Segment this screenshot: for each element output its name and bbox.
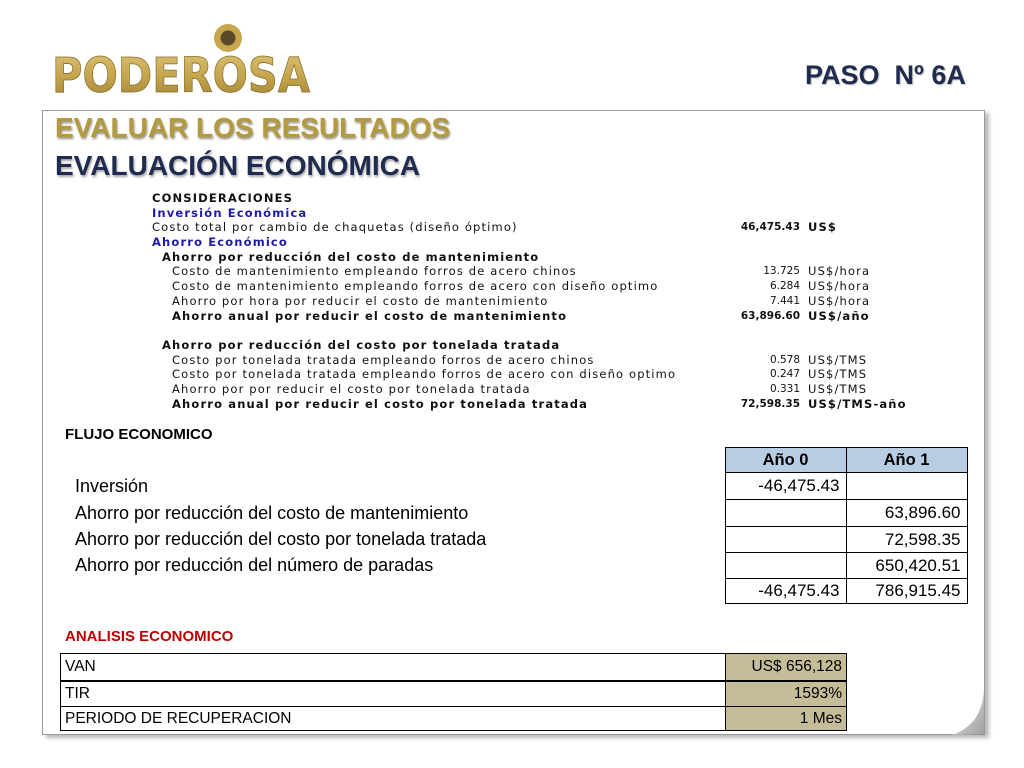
column-header-year-1: Año 1 bbox=[846, 448, 967, 473]
savings-group-title-row bbox=[152, 250, 893, 265]
total-year-1: 786,915.45 bbox=[846, 579, 967, 604]
consideration-row bbox=[152, 220, 893, 235]
investment-section-label: Inversión Económica bbox=[152, 205, 308, 220]
blank-row bbox=[152, 323, 893, 338]
consideration-row bbox=[152, 382, 893, 397]
row-label: Inversión bbox=[75, 475, 149, 496]
consideration-unit: US$/TMS bbox=[808, 352, 868, 367]
header-spacer bbox=[68, 448, 725, 473]
logo-wordmark: PODEROSA bbox=[52, 48, 310, 104]
cell-year-0 bbox=[725, 500, 846, 527]
cell-year-1: 650,420.51 bbox=[846, 553, 967, 579]
consideration-unit: US$/hora bbox=[808, 279, 871, 294]
consideration-value: 7.441 bbox=[769, 294, 800, 307]
considerations-heading-row bbox=[152, 191, 893, 206]
investment-section-row bbox=[152, 206, 893, 221]
cash-flow-title: FLUJO ECONOMICO bbox=[65, 426, 213, 443]
consideration-total-label: Ahorro anual por reducir el costo por tonelada tratada bbox=[172, 396, 589, 411]
cell-year-1: 63,896.60 bbox=[846, 500, 967, 527]
consideration-unit: US$/TMS bbox=[808, 367, 868, 382]
analysis-label: TIR bbox=[61, 681, 726, 707]
poderosa-logo bbox=[50, 22, 316, 104]
total-year-0: -46,475.43 bbox=[725, 579, 846, 604]
cell-year-0 bbox=[725, 527, 846, 553]
consideration-value: 46,475.43 bbox=[740, 221, 800, 234]
analysis-label: PERIODO DE RECUPERACION bbox=[61, 707, 726, 731]
consideration-total-unit: US$/TMS-año bbox=[808, 396, 907, 411]
analysis-value: 1593% bbox=[726, 681, 847, 707]
consideration-value: 0.578 bbox=[769, 353, 800, 366]
considerations-heading: CONSIDERACIONES bbox=[152, 191, 294, 205]
consideration-row bbox=[152, 279, 893, 294]
slide-subtitle: EVALUACIÓN ECONÓMICA bbox=[55, 150, 421, 181]
column-header-year-0: Año 0 bbox=[725, 448, 846, 473]
savings-group-title-row bbox=[152, 338, 893, 353]
savings-section-row bbox=[152, 235, 893, 250]
analysis-row-van bbox=[61, 654, 847, 681]
consideration-unit: US$/hora bbox=[808, 264, 871, 279]
consideration-value: 6.284 bbox=[769, 280, 800, 293]
consideration-value: 13.725 bbox=[763, 265, 800, 278]
table-row bbox=[68, 527, 967, 553]
consideration-label: Ahorro por hora por reducir el costo de mantenimiento bbox=[172, 293, 549, 308]
cell-year-0: -46,475.43 bbox=[725, 473, 846, 500]
table-row bbox=[68, 553, 967, 579]
table-row bbox=[68, 473, 967, 500]
considerations-table bbox=[152, 191, 907, 413]
analysis-value: US$ 656,128 bbox=[726, 654, 847, 681]
cell-year-1: 72,598.35 bbox=[846, 527, 967, 553]
analysis-row-tir bbox=[61, 681, 847, 707]
totals-row bbox=[68, 579, 967, 604]
analysis-value: 1 Mes bbox=[726, 707, 847, 731]
analysis-row-payback bbox=[61, 707, 847, 731]
analysis-table bbox=[60, 653, 847, 731]
consideration-total-row bbox=[152, 309, 893, 324]
consideration-value: 0.247 bbox=[769, 368, 800, 381]
consideration-total-unit: US$/año bbox=[808, 308, 870, 323]
analysis-title: ANALISIS ECONOMICO bbox=[65, 628, 234, 645]
row-label: Ahorro por reducción del número de paradas bbox=[75, 555, 434, 575]
consideration-row bbox=[152, 294, 893, 309]
consideration-unit: US$/hora bbox=[808, 293, 871, 308]
consideration-label: Costo por tonelada tratada empleando forros de acero con diseño optimo bbox=[172, 367, 677, 382]
consideration-total-value: 63,896.60 bbox=[740, 309, 800, 322]
cash-flow-table bbox=[68, 447, 968, 604]
consideration-total-label: Ahorro anual por reducir el costo de mantenimiento bbox=[172, 308, 568, 323]
consideration-label: Ahorro por por reducir el costo por tonelada tratada bbox=[172, 381, 531, 396]
savings-group-title: Ahorro por reducción del costo de mantenimiento bbox=[162, 249, 540, 264]
consideration-row bbox=[152, 367, 893, 382]
consideration-value: 0.331 bbox=[769, 382, 800, 395]
savings-group-title: Ahorro por reducción del costo por tonelada tratada bbox=[162, 337, 561, 352]
table-header-row bbox=[68, 448, 967, 473]
analysis-label: VAN bbox=[61, 654, 726, 681]
consideration-label: Costo total por cambio de chaquetas (diseño óptimo) bbox=[152, 220, 518, 235]
page-curl-shadow bbox=[944, 684, 990, 740]
consideration-total-row bbox=[152, 396, 907, 412]
consideration-row bbox=[152, 264, 893, 279]
consideration-row bbox=[152, 353, 893, 368]
consideration-total-value: 72,598.35 bbox=[740, 397, 800, 410]
cell-year-1 bbox=[846, 473, 967, 500]
savings-section-label: Ahorro Económico bbox=[152, 235, 288, 250]
consideration-unit: US$ bbox=[808, 220, 838, 235]
consideration-label: Costo de mantenimiento empleando forros de acero chinos bbox=[172, 264, 577, 279]
totals-spacer bbox=[68, 579, 725, 604]
consideration-label: Costo por tonelada tratada empleando forros de acero chinos bbox=[172, 352, 595, 367]
cell-year-0 bbox=[725, 553, 846, 579]
consideration-label: Costo de mantenimiento empleando forros de acero con diseño optimo bbox=[172, 279, 659, 294]
row-label: Ahorro por reducción del costo por tonelada tratada bbox=[75, 529, 487, 549]
table-row bbox=[68, 500, 967, 527]
slide-title: EVALUAR LOS RESULTADOS bbox=[55, 112, 451, 143]
consideration-unit: US$/TMS bbox=[808, 381, 868, 396]
step-label: PASO Nº 6A bbox=[805, 60, 966, 90]
row-label: Ahorro por reducción del costo de mantenimiento bbox=[75, 502, 469, 523]
